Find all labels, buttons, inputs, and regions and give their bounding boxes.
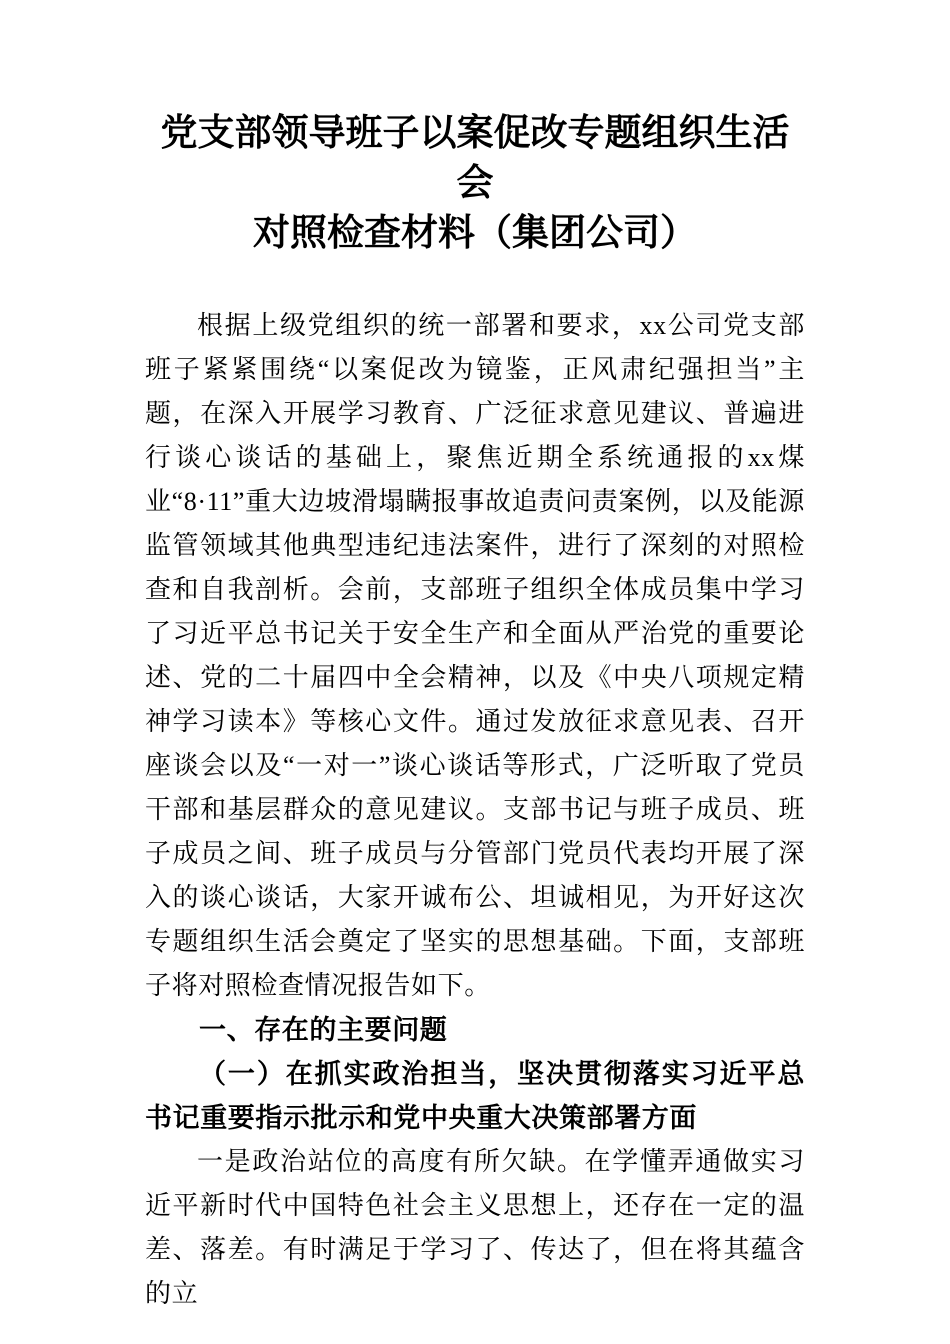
document-title [145,109,805,259]
subsection-heading-political-responsibility: （一）在抓实政治担当，坚决贯彻落实习近平总书记重要指示批示和党中央重大决策部署方面 [145,1059,805,1133]
intro-paragraph: 根据上级党组织的统一部署和要求，xx公司党支部班子紧紧围绕“以案促改为镜鉴，正风肃纪强担当”主题，在深入开展学习教育、广泛征求意见建议、普遍进行谈心谈话的基础上，聚焦近期全系统通报的xx煤业“8·11”重大边坡滑塌瞒报事故追责问责案例，以及能源监管领域其他典型违纪违法案件，进行了深刻的对照检查和自我剖析。会前，支部班子组织全体成员集中学习了习近平总书记关于安全生产和全面从严治党的重要论述、党的二十届四中全会精神，以及《中央八项规定精神学习读本》等核心文件。通过发放征求意见表、召开座谈会以及“一对一”谈心谈话等形式，广泛听取了党员干部和基层群众的意见建议。支部书记与班子成员、班子成员之间、班子成员与分管部门党员代表均开展了深入的谈心谈话，大家开诚布公、坦诚相见，为开好这次专题组织生活会奠定了坚实的思想基础。下面，支部班子将对照检查情况报告如下。 [145,311,805,1000]
document-title-line-1: 党支部领导班子以案促改专题组织生活会 [160,113,790,204]
body-paragraph-political-position: 一是政治站位的高度有所欠缺。在学懂弄通做实习近平新时代中国特色社会主义思想上，还存在一定的温差、落差。有时满足于学习了、传达了，但在将其蕴含的立 [145,1147,805,1308]
section-heading-main-problems: 一、存在的主要问题 [199,1015,448,1045]
document-title-line-2: 对照检查材料（集团公司） [253,213,697,254]
